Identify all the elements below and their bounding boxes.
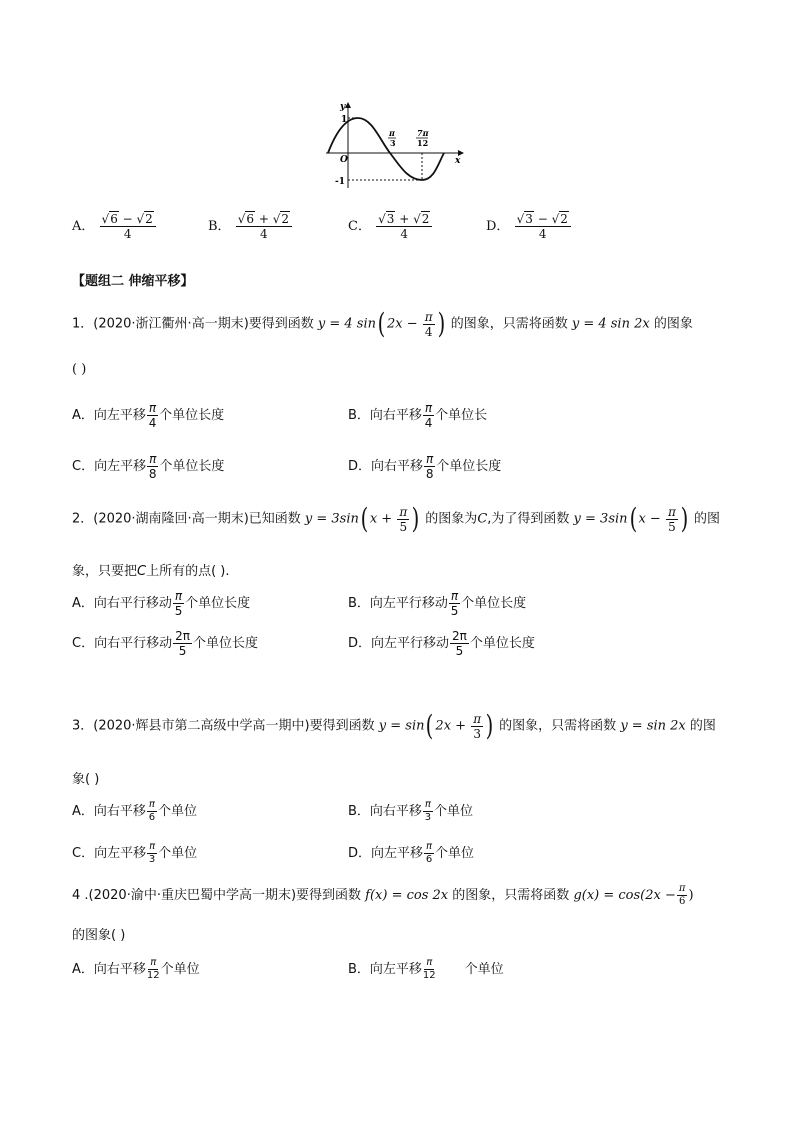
q1-option-b: B．向右平移 $\frac{\pi}{4}$ 个单位长 xyxy=(348,401,488,430)
x1-label-den: 3 xyxy=(390,138,396,148)
y-axis-label: y xyxy=(340,102,346,112)
q2-option-d: D．向左平行移动 $\frac{2\pi}{5}$ 个单位长度 xyxy=(348,629,535,658)
y-axis-arrow-icon xyxy=(345,102,351,108)
q0-option-d: D． $\frac{√3 - √2}{4}$ xyxy=(486,213,572,240)
q2-option-a: A．向右平行移动 $\frac{\pi}{5}$ 个单位长度 xyxy=(72,589,251,618)
q3-stem: 3．(2020·辉县市第二高级中学高一期中)要得到函数 y = sin( 2x + $\frac{\pi}{3}$ ) 的图象，只需将函数 y = sin 2x 的图 xyxy=(72,709,716,742)
min-label: -1 xyxy=(335,177,345,187)
q1-option-d: D．向右平移 $\frac{\pi}{8}$ 个单位长度 xyxy=(348,452,502,481)
q1-option-c: C．向左平移 $\frac{\pi}{8}$ 个单位长度 xyxy=(72,452,225,481)
q4-stem: 4 .(2020·渝中·重庆巴蜀中学高一期末)要得到函数 f(x) = cos 2x 的图象，只需将函数 g(x) = cos(2x − $\frac{\pi}{6}$ ) xyxy=(72,883,694,907)
q2-stem-line2: 象，只要把C上所有的点( ). xyxy=(72,564,230,579)
q1-option-a: A．向左平移 $\frac{\pi}{4}$ 个单位长度 xyxy=(72,401,225,430)
q0-option-c: C． $\frac{√3 + √2}{4}$ xyxy=(348,213,433,240)
q3-option-d: D．向左平移 $\frac{\pi}{6}$ 个单位 xyxy=(348,841,475,865)
x2-label-num: 7π xyxy=(417,128,429,138)
q3-option-c: C．向左平移 $\frac{\pi}{3}$ 个单位 xyxy=(72,841,198,865)
q4-option-a: A．向右平移 $\frac{\pi}{12}$ 个单位 xyxy=(72,957,200,981)
q4-option-b: B．向左平移 $\frac{\pi}{12}$ 个单位 xyxy=(348,957,504,981)
q3-stem-line2: 象( ) xyxy=(72,772,100,787)
q1-paren: ( ) xyxy=(72,362,87,377)
q3-option-a: A．向右平移 $\frac{\pi}{6}$ 个单位 xyxy=(72,799,197,823)
origin-label: O xyxy=(340,155,348,165)
x2-label-den: 12 xyxy=(417,138,429,148)
q0-option-a: A． $\frac{√6 - √2}{4}$ xyxy=(72,213,157,240)
sine-graph xyxy=(318,100,468,192)
x1-label-num: π xyxy=(389,128,395,138)
q3-option-b: B．向右平移 $\frac{\pi}{3}$ 个单位 xyxy=(348,799,473,823)
q2-option-c: C．向右平行移动 $\frac{2\pi}{5}$ 个单位长度 xyxy=(72,629,258,658)
x-axis-label: x xyxy=(455,156,461,166)
section-title: 【题组二 伸缩平移】 xyxy=(72,274,194,289)
max-label: 1 xyxy=(341,115,348,125)
q1-stem: 1．(2020·浙江衢州·高一期末)要得到函数 y = 4 sin( 2x − $\frac{\pi}{4}$ ) 的图象，只需将函数 y = 4 sin 2x 的图象 xyxy=(72,307,693,340)
q2-option-b: B．向左平行移动 $\frac{\pi}{5}$ 个单位长度 xyxy=(348,589,527,618)
q2-stem: 2．(2020·湖南隆回·高一期末)已知函数 y = 3sin( x + $\frac{\pi}{5}$ ) 的图象为C,为了得到函数 y = 3sin( x − $\frac{\pi}{5}$ ) 的图 xyxy=(72,502,720,535)
q4-stem-line2: 的图象( ) xyxy=(72,928,126,943)
q0-option-b: B． $\frac{√6 + √2}{4}$ xyxy=(208,213,293,240)
